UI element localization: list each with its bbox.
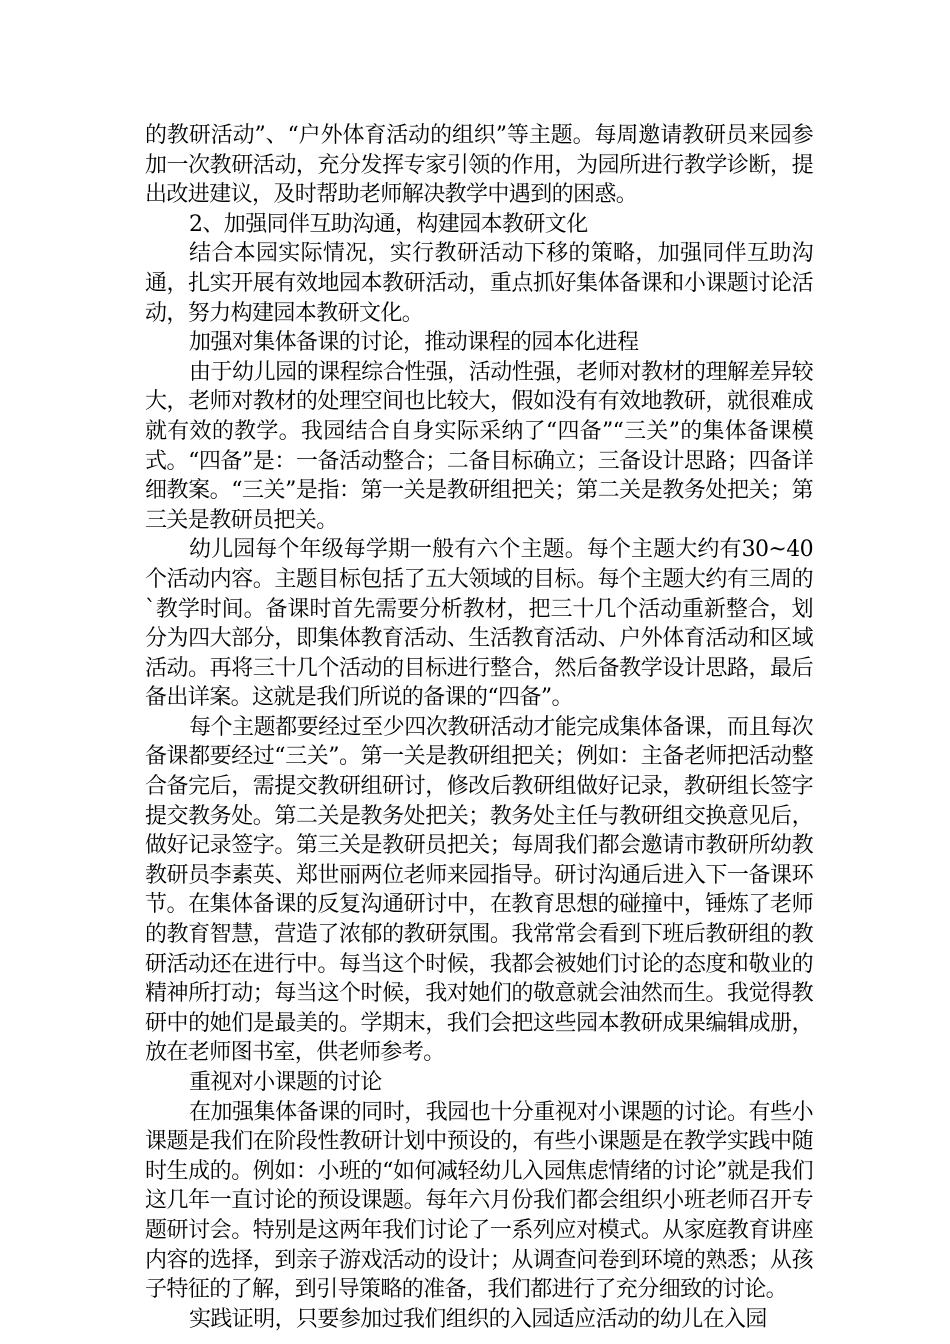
subheading-collective-lesson-prep: 加强对集体备课的讨论，推动课程的园本化进程 (189, 330, 639, 356)
paragraph-four-prep-three-checks: 由于幼儿园的课程综合性强，活动性强，老师对教材的理解差异较大，老师对教材的处理空间也比较大，假如没有有效地教研，就很难成就有效的教学。我园结合自身实际采纳了“四备”“三关”的集体备课模式。“四备”是：一备活动整合；二备目标确立；三备设计思路；四备详细教案。“三关”是指：第一关是教研组把关；第二关是教务处把关；第三关是教研员把关。 (145, 359, 813, 533)
paragraph-continuation: 的教研活动”、“户外体育活动的组织”等主题。每周邀请教研员来园参加一次教研活动，充分发挥专家引领的作用，为园所进行教学诊断，提出改进建议，及时帮助老师解决教学中遇到的困惑。 (145, 123, 813, 208)
subheading-small-topics: 重视对小课题的讨论 (189, 1070, 382, 1095)
paragraph-peer-support: 结合本园实际情况，实行教研活动下移的策略，加强同伴互助沟通，扎实开展有效地园本教研活动，重点抓好集体备课和小课题讨论活动，努力构建园本教研文化。 (145, 241, 813, 326)
paragraph-small-topics: 在加强集体备课的同时，我园也十分重视对小课题的讨论。有些小课题是我们在阶段性教研计划中预设的，有些小课题是在教学实践中随时生成的。例如：小班的“如何减轻幼儿入园焦虑情绪的讨论”就是我们这几年一直讨论的预设课题。每年六月份我们都会组织小班老师召开专题研讨会。特别是这两年我们讨论了一系列应对模式。从家庭教育讲座内容的选择，到亲子游戏活动的设计；从调查问卷到环境的熟悉；从孩子特征的了解，到引导策略的准备，我们都进行了充分细致的讨论。 (145, 1099, 813, 1303)
document-page (145, 121, 813, 1334)
paragraph-themes-per-semester: 幼儿园每个年级每学期一般有六个主题。每个主题大约有30~40个活动内容。主题目标包括了五大领域的目标。每个主题大约有三周的`教学时间。备课时首先需要分析教材，把三十几个活动重新整合，划分为四大部分，即集体教育活动、生活教育活动、户外体育活动和区域活动。再将三十几个活动的目标进行整合，然后备教学设计思路，最后备出详案。这就是我们所说的备课的“四备”。 (145, 537, 813, 711)
paragraph-three-checks-detail: 每个主题都要经过至少四次教研活动才能完成集体备课，而且每次备课都要经过“三关”。第一关是教研组把关；例如：主备老师把活动整合备完后，需提交教研组研讨，修改后教研组做好记录，教研组长签字提交教务处。第二关是教务处把关；教务处主任与教研组交换意见后，做好记录签字。第三关是教研员把关；每周我们都会邀请市教研所幼教教研员李素英、郑世丽两位老师来园指导。研讨沟通后进入下一备课环节。在集体备课的反复沟通研讨中，在教育思想的碰撞中，锤炼了老师的教育智慧，营造了浓郁的教研氛围。我常常会看到下班后教研组的教研活动还在进行中。每当这个时候，我都会被她们讨论的态度和敬业的精神所打动；每当这个时候，我对她们的敬意就会油然而生。我觉得教研中的她们是最美的。学期末，我们会把这些园本教研成果编辑成册，放在老师图书室，供老师参考。 (145, 714, 813, 1066)
paragraph-practice-proves: 实践证明，只要参加过我们组织的入园适应活动的幼儿在入园 (189, 1306, 767, 1332)
section-heading-peer-support: 2、加强同伴互助沟通，构建园本教研文化 (189, 211, 588, 237)
